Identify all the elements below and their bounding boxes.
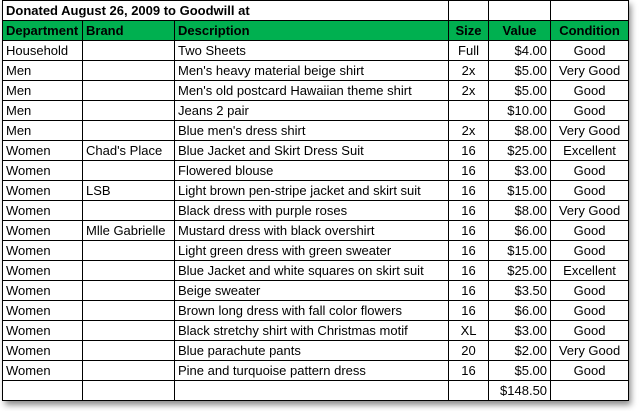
cell-size[interactable]: 16 (449, 181, 489, 201)
total-row (3, 381, 629, 401)
table-row (3, 261, 629, 281)
cell-department[interactable]: Men (3, 101, 83, 121)
cell-department[interactable]: Women (3, 161, 83, 181)
cell-condition[interactable]: Very Good (551, 61, 629, 81)
empty-cell[interactable] (83, 381, 175, 401)
table-row (3, 201, 629, 221)
cell-value[interactable]: $25.00 (489, 261, 551, 281)
cell-value[interactable]: $5.00 (489, 61, 551, 81)
cell-size[interactable]: 16 (449, 221, 489, 241)
cell-condition[interactable]: Good (551, 81, 629, 101)
cell-condition[interactable]: Excellent (551, 141, 629, 161)
cell-department[interactable]: Women (3, 301, 83, 321)
cell-value[interactable]: $4.00 (489, 41, 551, 61)
cell-description[interactable]: Blue Jacket and white squares on skirt suit (175, 261, 449, 281)
cell-description[interactable]: Flowered blouse (175, 161, 449, 181)
cell-department[interactable]: Women (3, 361, 83, 381)
table-row (3, 81, 629, 101)
empty-cell[interactable] (449, 381, 489, 401)
table-row (3, 341, 629, 361)
empty-cell[interactable] (551, 381, 629, 401)
cell-department[interactable]: Women (3, 341, 83, 361)
cell-condition[interactable]: Good (551, 41, 629, 61)
cell-department[interactable]: Women (3, 221, 83, 241)
cell-condition[interactable]: Good (551, 301, 629, 321)
cell-description[interactable]: Two Sheets (175, 41, 449, 61)
cell-brand[interactable] (83, 41, 175, 61)
cell-department[interactable]: Women (3, 141, 83, 161)
cell-description[interactable]: Black dress with purple roses (175, 201, 449, 221)
cell-value[interactable]: $3.00 (489, 161, 551, 181)
cell-condition[interactable]: Good (551, 281, 629, 301)
table-row (3, 141, 629, 161)
cell-brand[interactable] (83, 81, 175, 101)
cell-department[interactable]: Men (3, 121, 83, 141)
header-value[interactable]: Value (489, 21, 551, 41)
cell-condition[interactable]: Good (551, 361, 629, 381)
cell-value[interactable]: $8.00 (489, 121, 551, 141)
header-size[interactable]: Size (449, 21, 489, 41)
header-department[interactable]: Department (3, 21, 83, 41)
cell-department[interactable]: Men (3, 81, 83, 101)
cell-description[interactable]: Jeans 2 pair (175, 101, 449, 121)
cell-size[interactable]: 2x (449, 81, 489, 101)
empty-cell[interactable] (175, 381, 449, 401)
cell-department[interactable]: Men (3, 61, 83, 81)
cell-description[interactable]: Pine and turquoise pattern dress (175, 361, 449, 381)
cell-size[interactable]: 20 (449, 341, 489, 361)
empty-cell[interactable] (3, 381, 83, 401)
cell-department[interactable]: Women (3, 261, 83, 281)
cell-value[interactable]: $25.00 (489, 141, 551, 161)
cell-description[interactable]: Blue men's dress shirt (175, 121, 449, 141)
table-row (3, 321, 629, 341)
cell-brand[interactable]: Chad's Place (83, 141, 175, 161)
table-row (3, 61, 629, 81)
cell-condition[interactable]: Good (551, 181, 629, 201)
cell-size[interactable]: Full (449, 41, 489, 61)
cell-brand[interactable] (83, 101, 175, 121)
cell-brand[interactable] (83, 241, 175, 261)
empty-cell[interactable] (551, 1, 629, 21)
cell-value[interactable]: $10.00 (489, 101, 551, 121)
cell-size[interactable]: 16 (449, 261, 489, 281)
cell-department[interactable]: Women (3, 241, 83, 261)
header-condition[interactable]: Condition (551, 21, 629, 41)
cell-department[interactable]: Household (3, 41, 83, 61)
cell-description[interactable]: Light green dress with green sweater (175, 241, 449, 261)
table-row (3, 161, 629, 181)
table-row (3, 221, 629, 241)
cell-brand[interactable]: Mlle Gabrielle (83, 221, 175, 241)
cell-description[interactable]: Blue Jacket and Skirt Dress Suit (175, 141, 449, 161)
donation-table (2, 0, 629, 401)
cell-brand[interactable] (83, 201, 175, 221)
cell-description[interactable]: Brown long dress with fall color flowers (175, 301, 449, 321)
cell-brand[interactable] (83, 361, 175, 381)
cell-brand[interactable] (83, 301, 175, 321)
cell-condition[interactable]: Good (551, 221, 629, 241)
table-row (3, 361, 629, 381)
cell-value[interactable]: $6.00 (489, 301, 551, 321)
table-row (3, 181, 629, 201)
header-description[interactable]: Description (175, 21, 449, 41)
cell-size[interactable]: 16 (449, 141, 489, 161)
cell-size[interactable] (449, 101, 489, 121)
cell-size[interactable]: 2x (449, 61, 489, 81)
cell-value[interactable]: $6.00 (489, 221, 551, 241)
cell-size[interactable]: 16 (449, 241, 489, 261)
cell-value[interactable]: $5.00 (489, 361, 551, 381)
empty-cell[interactable] (449, 1, 489, 21)
cell-brand[interactable]: LSB (83, 181, 175, 201)
cell-description[interactable]: Light brown pen-stripe jacket and skirt suit (175, 181, 449, 201)
header-brand[interactable]: Brand (83, 21, 175, 41)
cell-description[interactable]: Men's heavy material beige shirt (175, 61, 449, 81)
cell-condition[interactable]: Good (551, 241, 629, 261)
cell-value[interactable]: $15.00 (489, 241, 551, 261)
cell-condition[interactable]: Good (551, 101, 629, 121)
cell-description[interactable]: Black stretchy shirt with Christmas motif (175, 321, 449, 341)
cell-size[interactable]: 16 (449, 281, 489, 301)
cell-size[interactable]: 2x (449, 121, 489, 141)
spreadsheet (2, 0, 628, 401)
cell-brand[interactable] (83, 281, 175, 301)
table-row (3, 101, 629, 121)
cell-department[interactable]: Women (3, 181, 83, 201)
table-row (3, 281, 629, 301)
cell-condition[interactable]: Very Good (551, 341, 629, 361)
cell-brand[interactable] (83, 121, 175, 141)
empty-cell[interactable] (489, 1, 551, 21)
cell-size[interactable]: XL (449, 321, 489, 341)
table-row (3, 301, 629, 321)
cell-size[interactable]: 16 (449, 361, 489, 381)
cell-size[interactable]: 16 (449, 301, 489, 321)
cell-value[interactable]: $5.00 (489, 81, 551, 101)
cell-description[interactable]: Men's old postcard Hawaiian theme shirt (175, 81, 449, 101)
cell-description[interactable]: Mustard dress with black overshirt (175, 221, 449, 241)
cell-brand[interactable] (83, 161, 175, 181)
cell-description[interactable]: Blue parachute pants (175, 341, 449, 361)
cell-condition[interactable]: Good (551, 321, 629, 341)
cell-department[interactable]: Women (3, 281, 83, 301)
cell-condition[interactable]: Good (551, 161, 629, 181)
sheet-title[interactable]: Donated August 26, 2009 to Goodwill at (3, 1, 449, 21)
cell-value[interactable]: $15.00 (489, 181, 551, 201)
cell-brand[interactable] (83, 341, 175, 361)
cell-value[interactable]: $2.00 (489, 341, 551, 361)
cell-size[interactable]: 16 (449, 161, 489, 181)
header-row (3, 21, 629, 41)
cell-brand[interactable] (83, 321, 175, 341)
cell-condition[interactable]: Very Good (551, 201, 629, 221)
cell-description[interactable]: Beige sweater (175, 281, 449, 301)
cell-department[interactable]: Women (3, 201, 83, 221)
cell-value[interactable]: $3.00 (489, 321, 551, 341)
table-body (3, 41, 629, 381)
cell-brand[interactable] (83, 61, 175, 81)
cell-department[interactable]: Women (3, 321, 83, 341)
cell-value[interactable]: $3.50 (489, 281, 551, 301)
cell-condition[interactable]: Very Good (551, 121, 629, 141)
total-value[interactable]: $148.50 (489, 381, 551, 401)
cell-value[interactable]: $8.00 (489, 201, 551, 221)
table-row (3, 41, 629, 61)
title-row (3, 1, 629, 21)
cell-brand[interactable] (83, 261, 175, 281)
table-row (3, 241, 629, 261)
cell-condition[interactable]: Excellent (551, 261, 629, 281)
table-row (3, 121, 629, 141)
cell-size[interactable]: 16 (449, 201, 489, 221)
